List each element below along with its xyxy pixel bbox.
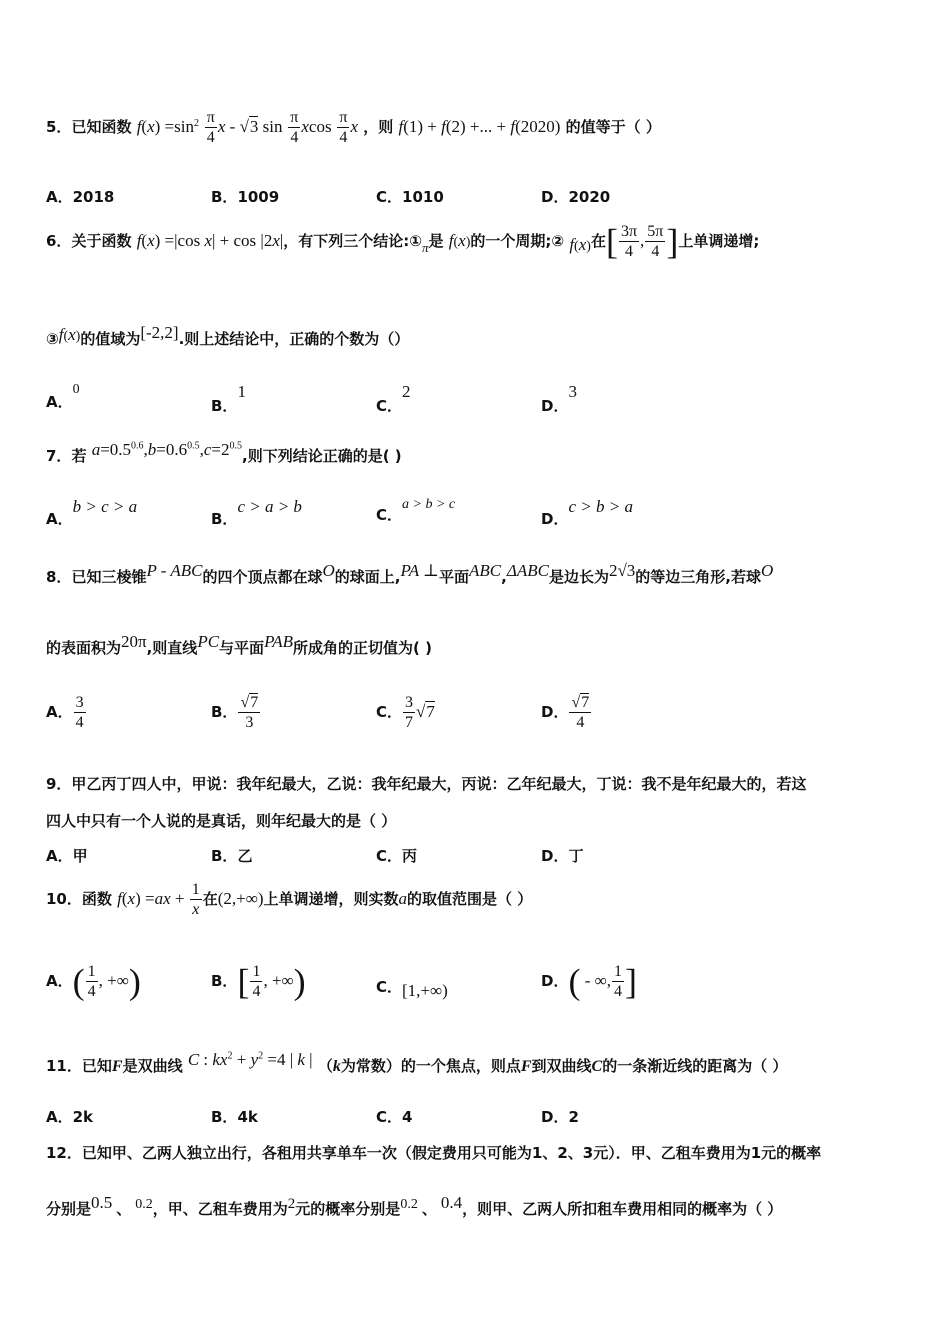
q8-option-a-fraction: $\frac{3}{4}$ bbox=[75, 694, 84, 731]
q5-stem: 5．已知函数 $f(x) =\sin^2$ $\frac{\pi}{4}$ x - √3 sin $\frac{\pi}{4}$ xcos $\frac{\pi}{4}$ x ，则 f(1) + f(2) +... + f(2020) 的值等于（ ） bbox=[46, 109, 661, 146]
q8-stem-line2: 的表面积为20π,则直线PC与平面PAB所成角的正切值为( ) bbox=[46, 632, 432, 657]
q7-values: $a=0.5^{0.6},b=0.6^{0.5},c=2^{0.5}$ bbox=[91, 440, 243, 459]
q7-option-c[interactable]: C．a > b > c bbox=[376, 497, 456, 524]
q11-option-b[interactable]: B．4k bbox=[211, 1108, 258, 1126]
q12-stem-line2: 分别是0.5 、 0.2，甲、乙租车费用为2元的概率分别是0.2 、 0.4，则甲、乙两人所扣租车费用相同的概率为（ ） bbox=[46, 1193, 783, 1218]
q7-option-b[interactable]: B．c > a > b bbox=[211, 497, 302, 528]
q5-formula: $f(x) =\sin^2$ $\frac{\pi}{4}$ x - √3 sin $\frac{\pi}{4}$ xcos $\frac{\pi}{4}$ x bbox=[136, 109, 358, 146]
q6-formula: f(x) =|cos x| + cos |2x| bbox=[136, 231, 284, 250]
q6-stem: 6．关于函数 f(x) =|cos x| + cos |2x|，有下列三个结论:①π是 f(x)的一个周期;② f(x)在[ $\frac{3\pi}{4}$ , $\frac{5\pi}{4}$ ]上单调递增; bbox=[46, 221, 760, 262]
q10-option-b[interactable]: B．[ $\frac{1}{4}$ , +∞) bbox=[211, 961, 306, 1002]
q11-stem: 11．已知F是双曲线 C : $kx^2 + y^2 =4$ | k | （k为常数）的一个焦点，则点F到双曲线C的一条渐近线的距离为（ ） bbox=[46, 1050, 788, 1075]
q8-option-c[interactable]: C． $\frac{3}{7}$ √7 bbox=[376, 694, 435, 731]
q12-stem-line1: 12．已知甲、乙两人独立出行，各租用共享单车一次（假定费用只可能为1、2、3元）．甲、乙租车费用为1元的概率 bbox=[46, 1144, 822, 1162]
q11-option-a[interactable]: A．2k bbox=[46, 1108, 94, 1126]
q10-stem: 10．函数 f(x) =ax + $\frac{1}{x}$ 在(2,+∞)上单调递增，则实数a的取值范围是（ ） bbox=[46, 881, 533, 918]
q9-stem-line2: 四人中只有一个人说的是真话，则年纪最大的是（ ） bbox=[46, 812, 397, 830]
q6-stem-line2: ③f(x)的值域为[-2,2].则上述结论中，正确的个数为（） bbox=[46, 323, 410, 348]
q11-option-c[interactable]: C．4 bbox=[376, 1108, 413, 1126]
q8-option-b-fraction: $\frac{√7}{3}$ bbox=[240, 694, 259, 731]
q9-stem-line1: 9．甲乙丙丁四人中，甲说：我年纪最大，乙说：我年纪最大，丙说：乙年纪最大，丁说：我不是年纪最大的，若这 bbox=[46, 775, 807, 793]
q5-sum: f(1) + f(2) +... + f(2020) bbox=[398, 117, 561, 136]
q8-number: 8． bbox=[46, 568, 72, 586]
q6-option-b[interactable]: B．1 bbox=[211, 382, 246, 415]
q6-range: [-2,2] bbox=[140, 323, 179, 342]
q5-option-b[interactable]: B．1009 bbox=[211, 188, 280, 206]
q9-option-a[interactable]: A．甲 bbox=[46, 847, 88, 865]
q8-option-d-fraction: $\frac{√7}{4}$ bbox=[571, 694, 590, 731]
q10-formula: f(x) =ax + bbox=[117, 889, 189, 908]
q7-option-a[interactable]: A．b > c > a bbox=[46, 497, 138, 528]
q5-option-c[interactable]: C．1010 bbox=[376, 188, 444, 206]
q8-option-b[interactable]: B． $\frac{√7}{3}$ bbox=[211, 694, 259, 731]
q8-option-c-fraction: $\frac{3}{7}$ bbox=[405, 694, 414, 731]
q7-option-d[interactable]: D．c > b > a bbox=[541, 497, 633, 528]
q10-option-a[interactable]: A．( $\frac{1}{4}$ , +∞) bbox=[46, 961, 141, 1002]
q11-equation: C : $kx^2 + y^2 =4$ | k | bbox=[187, 1050, 313, 1069]
q8-option-d[interactable]: D． $\frac{√7}{4}$ bbox=[541, 694, 590, 731]
q11-number: 11． bbox=[46, 1057, 82, 1075]
q8-stem: 8．已知三棱锥P - ABC的四个顶点都在球O的球面上,PA ⊥平面ABC,ΔABC是边长为2√3的等边三角形,若球O bbox=[46, 561, 774, 586]
q9-option-b[interactable]: B．乙 bbox=[211, 847, 253, 865]
q9-option-c[interactable]: C．丙 bbox=[376, 847, 418, 865]
q10-option-c[interactable]: C．[1,+∞) bbox=[376, 978, 448, 1000]
q10-option-d[interactable]: D．( - ∞, $\frac{1}{4}$ ] bbox=[541, 961, 637, 1002]
q6-option-c[interactable]: C．2 bbox=[376, 382, 411, 415]
q5-option-d[interactable]: D．2020 bbox=[541, 188, 611, 206]
q7-number: 7． bbox=[46, 447, 72, 465]
q6-option-d[interactable]: D．3 bbox=[541, 382, 577, 415]
q7-stem: 7．若 $a=0.5^{0.6},b=0.6^{0.5},c=2^{0.5}$,则下列结论正确的是( ) bbox=[46, 440, 402, 465]
q11-option-d[interactable]: D．2 bbox=[541, 1108, 579, 1126]
q5-option-a[interactable]: A．2018 bbox=[46, 188, 115, 206]
q9-option-d[interactable]: D．丁 bbox=[541, 847, 584, 865]
q6-option-a[interactable]: A．0 bbox=[46, 382, 80, 411]
q10-number: 10． bbox=[46, 890, 82, 908]
q8-option-a[interactable]: A． $\frac{3}{4}$ bbox=[46, 694, 84, 731]
q5-number: 5． bbox=[46, 118, 72, 136]
q6-number: 6． bbox=[46, 232, 72, 250]
